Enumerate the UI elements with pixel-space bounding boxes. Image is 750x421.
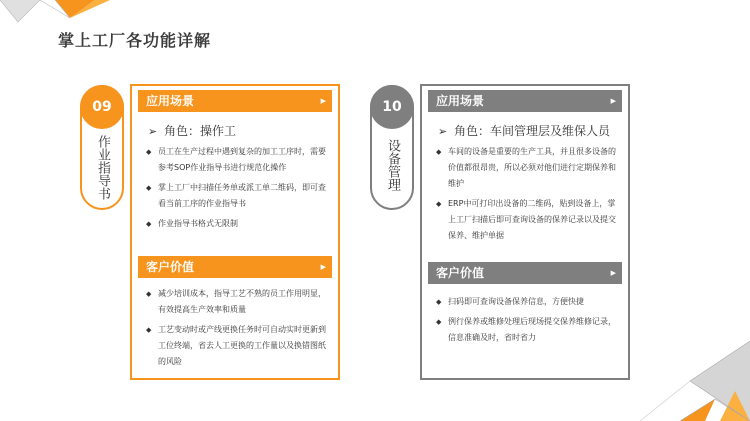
list-item: ◆ 车间的设备是重要的生产工具，并且很多设备的价值都很昂贵，所以必须对他们进行定期保养和维护 bbox=[436, 144, 622, 192]
card-10 bbox=[420, 84, 630, 380]
value-bullets bbox=[436, 294, 622, 350]
value-bullets bbox=[146, 286, 332, 374]
role-text: 角色：操作工 bbox=[164, 124, 237, 138]
list-item: ◆ ERP中可打印出设备的二维码，贴到设备上，掌上工厂扫描后即可查询设备的保养记录以及提交保养、维护单据 bbox=[436, 196, 622, 244]
scene-bullets bbox=[146, 144, 332, 236]
badge-number: 09 bbox=[80, 85, 124, 129]
list-item: ◆ 作业指导书格式无限制 bbox=[146, 216, 332, 232]
bullet-icon: ◆ bbox=[146, 220, 152, 228]
role-line bbox=[148, 122, 236, 139]
badge-number: 10 bbox=[370, 85, 414, 129]
scene-header-label: 应用场景 bbox=[436, 94, 485, 108]
badge-09 bbox=[80, 85, 124, 210]
list-item: ◆ 例行保养或维修处理后现场提交保养维修记录，信息准确及时，省时省力 bbox=[436, 314, 622, 346]
bullet-icon: ◆ bbox=[436, 148, 442, 156]
role-line bbox=[438, 122, 610, 139]
scene-bullets bbox=[436, 144, 622, 248]
bullet-icon: ◆ bbox=[146, 326, 152, 334]
list-item: ◆ 减少培训成本，指导工艺不熟的员工作用明显，有效提高生产效率和质量 bbox=[146, 286, 332, 318]
page-title: 掌上工厂各功能详解 bbox=[58, 31, 212, 50]
role-text: 角色：车间管理层及维保人员 bbox=[454, 124, 611, 138]
triangle-icon: ▶ bbox=[320, 263, 326, 271]
list-item: ◆ 员工在生产过程中遇到复杂的加工工序时，需要参考SOP作业指导书进行规范化操作 bbox=[146, 144, 332, 176]
value-header-label: 客户价值 bbox=[436, 266, 485, 280]
bullet-icon: ◆ bbox=[436, 298, 442, 306]
scene-header-label: 应用场景 bbox=[146, 94, 195, 108]
card-09 bbox=[130, 84, 340, 380]
bullet-icon: ◆ bbox=[436, 318, 442, 326]
triangle-icon: ▶ bbox=[610, 269, 616, 277]
list-item: ◆ 工艺变动时或产线更换任务时可自动实时更新到工位终端，省去人工更换的工作量以及换错图纸的风险 bbox=[146, 322, 332, 370]
list-item: ◆ 扫码即可查询设备保养信息，方便快捷 bbox=[436, 294, 622, 310]
value-header bbox=[138, 256, 332, 278]
vertical-title: 作业指导书 bbox=[95, 135, 110, 200]
bullet-icon: ◆ bbox=[146, 148, 152, 156]
triangle-icon: ▶ bbox=[610, 97, 616, 105]
list-item: ◆ 掌上工厂中扫描任务单或派工单二维码，即可查看当前工序的作业指导书 bbox=[146, 180, 332, 212]
value-header bbox=[428, 262, 622, 284]
arrow-icon: ➢ bbox=[148, 125, 158, 138]
triangle-icon: ▶ bbox=[320, 97, 326, 105]
bottom-right-decoration bbox=[620, 311, 750, 421]
bullet-icon: ◆ bbox=[146, 184, 152, 192]
badge-10 bbox=[370, 85, 414, 210]
bullet-icon: ◆ bbox=[146, 290, 152, 298]
scene-header bbox=[428, 90, 622, 112]
bullet-icon: ◆ bbox=[436, 200, 442, 208]
arrow-icon: ➢ bbox=[438, 125, 448, 138]
scene-header bbox=[138, 90, 332, 112]
value-header-label: 客户价值 bbox=[146, 260, 195, 274]
vertical-title: 设备管理 bbox=[385, 139, 400, 191]
